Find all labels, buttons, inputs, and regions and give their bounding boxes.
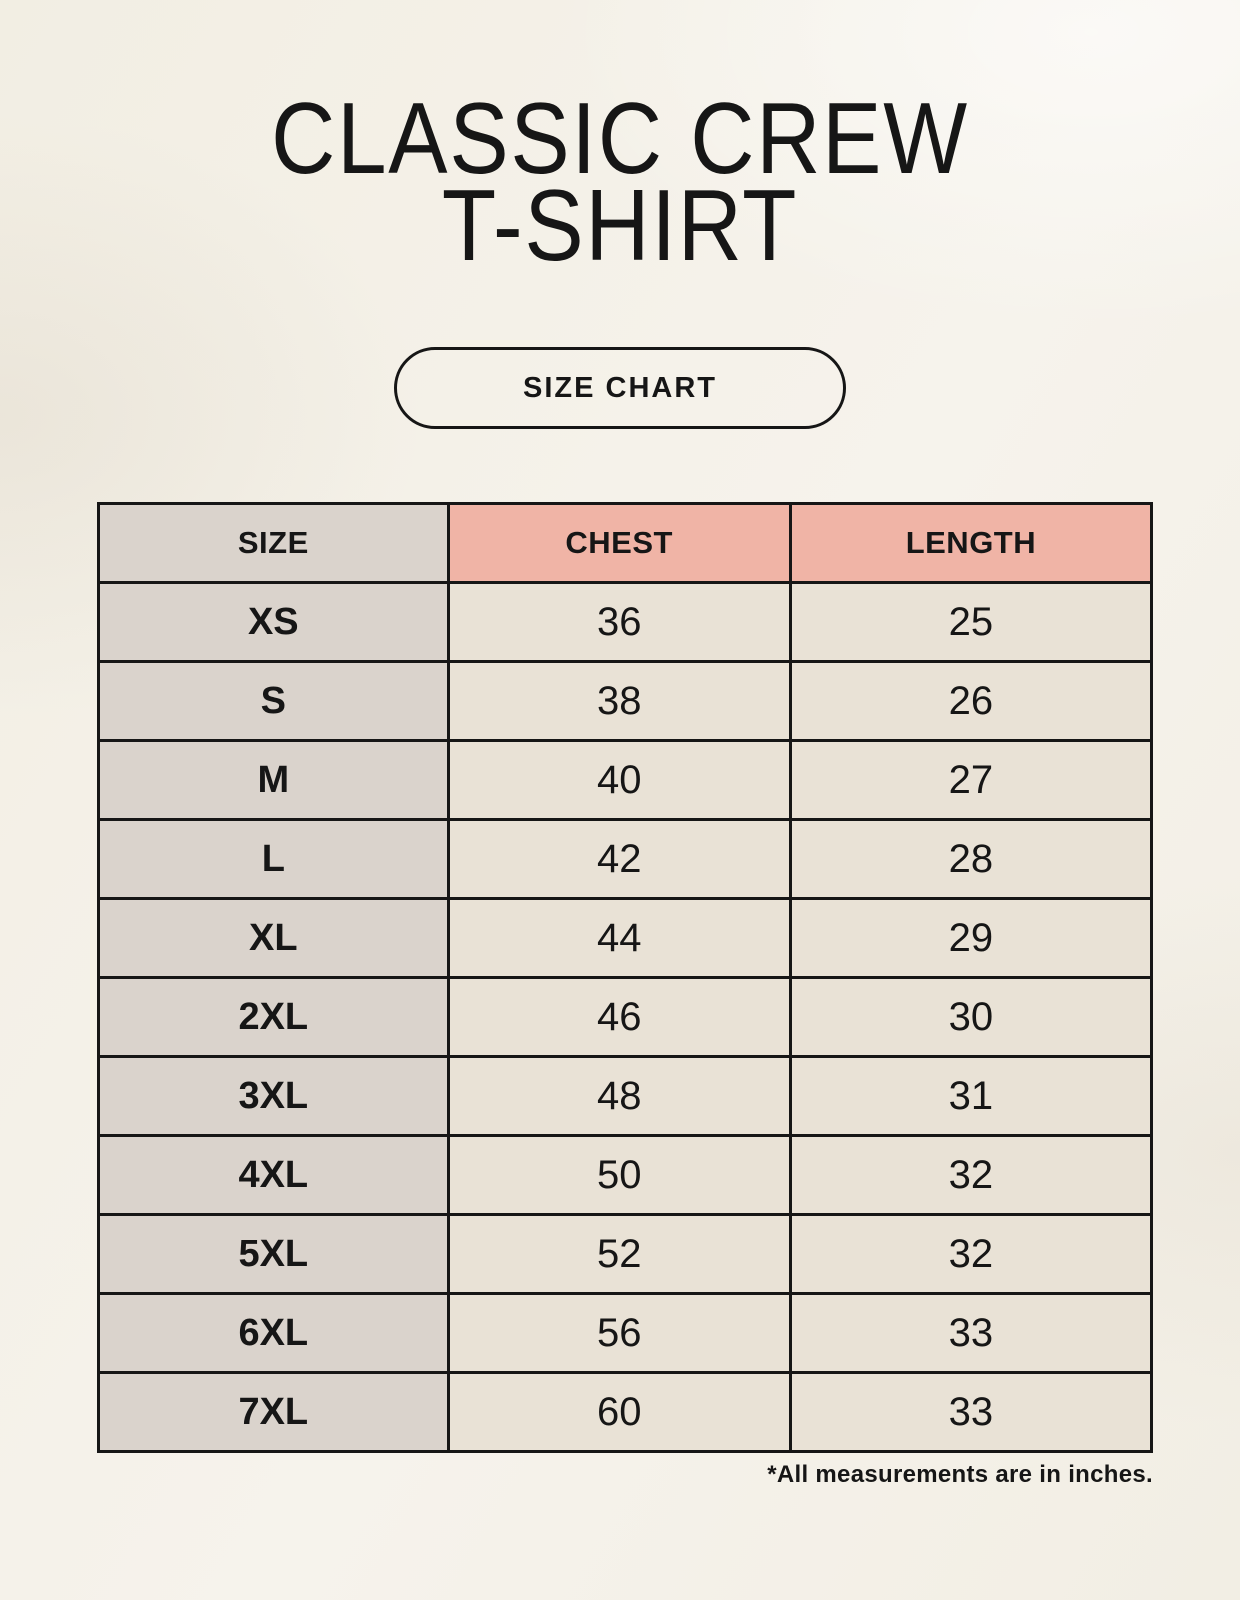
table-row-m xyxy=(99,741,1152,820)
size-chart-button[interactable] xyxy=(394,347,846,429)
chest-cell: 40 xyxy=(448,741,790,820)
page-title-line-1: CLASSIC CREW xyxy=(271,83,969,195)
page-title-line-2: T-SHIRT xyxy=(441,170,799,282)
chest-cell: 46 xyxy=(448,978,790,1057)
table-header-row xyxy=(99,504,1152,583)
length-cell: 26 xyxy=(790,662,1151,741)
length-cell: 28 xyxy=(790,820,1151,899)
length-cell: 32 xyxy=(790,1215,1151,1294)
length-cell: 27 xyxy=(790,741,1151,820)
size-chart-button-label: SIZE CHART xyxy=(523,371,717,404)
table-row-2xl xyxy=(99,978,1152,1057)
length-cell: 33 xyxy=(790,1294,1151,1373)
table-row-s xyxy=(99,662,1152,741)
chest-cell: 36 xyxy=(448,583,790,662)
table-row-6xl xyxy=(99,1294,1152,1373)
measurements-note: *All measurements are in inches. xyxy=(767,1461,1153,1488)
chest-cell: 48 xyxy=(448,1057,790,1136)
size-cell: XL xyxy=(99,899,449,978)
size-cell: 5XL xyxy=(99,1215,449,1294)
length-cell: 30 xyxy=(790,978,1151,1057)
chest-cell: 44 xyxy=(448,899,790,978)
length-cell: 32 xyxy=(790,1136,1151,1215)
table-row-xl xyxy=(99,899,1152,978)
chest-cell: 38 xyxy=(448,662,790,741)
size-cell: 4XL xyxy=(99,1136,449,1215)
size-cell: 2XL xyxy=(99,978,449,1057)
table-row-3xl xyxy=(99,1057,1152,1136)
table-row-5xl xyxy=(99,1215,1152,1294)
column-header-chest: CHEST xyxy=(448,504,790,583)
chest-cell: 50 xyxy=(448,1136,790,1215)
chest-cell: 56 xyxy=(448,1294,790,1373)
size-cell: XS xyxy=(99,583,449,662)
chest-cell: 42 xyxy=(448,820,790,899)
column-header-size: SIZE xyxy=(99,504,449,583)
size-chart-table xyxy=(97,502,1153,1453)
table-row-7xl xyxy=(99,1373,1152,1452)
length-cell: 33 xyxy=(790,1373,1151,1452)
length-cell: 31 xyxy=(790,1057,1151,1136)
table-row-xs xyxy=(99,583,1152,662)
size-cell: 6XL xyxy=(99,1294,449,1373)
chest-cell: 60 xyxy=(448,1373,790,1452)
size-cell: S xyxy=(99,662,449,741)
size-cell: L xyxy=(99,820,449,899)
chest-cell: 52 xyxy=(448,1215,790,1294)
table-row-l xyxy=(99,820,1152,899)
column-header-length: LENGTH xyxy=(790,504,1151,583)
size-cell: 7XL xyxy=(99,1373,449,1452)
length-cell: 25 xyxy=(790,583,1151,662)
length-cell: 29 xyxy=(790,899,1151,978)
size-cell: 3XL xyxy=(99,1057,449,1136)
page-title xyxy=(0,83,1240,282)
table-row-4xl xyxy=(99,1136,1152,1215)
size-cell: M xyxy=(99,741,449,820)
